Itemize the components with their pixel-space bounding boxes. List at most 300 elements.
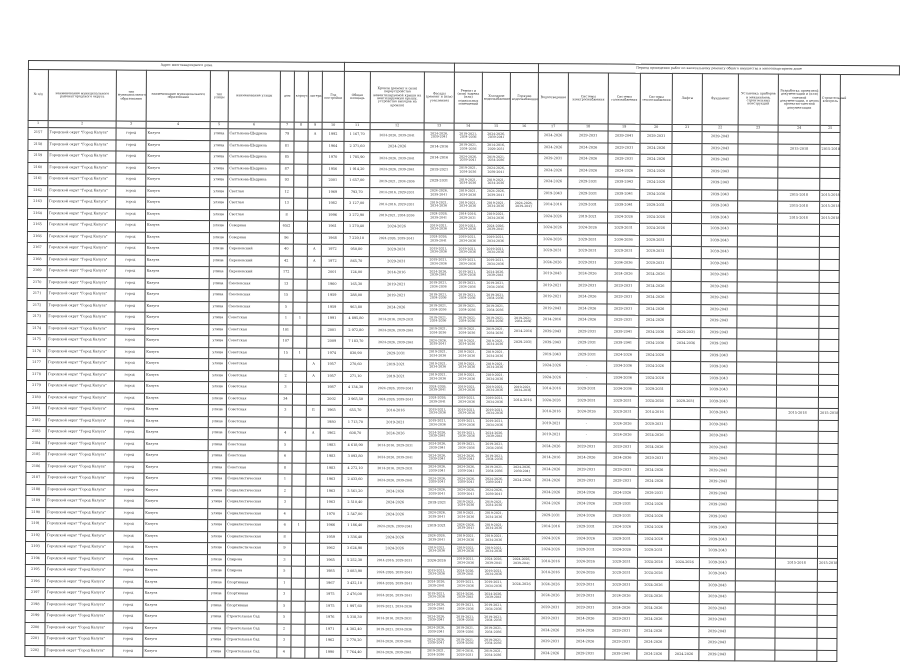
table-cell-c21 [669,603,699,615]
table-cell-c23 [735,580,775,592]
table-cell-district: Городской округ "Город Калуга" [48,128,116,140]
table-cell-c23 [736,396,776,408]
table-cell-house: 9 [277,543,291,555]
table-cell-litera [305,578,319,590]
table-cell-c20: 2029-2031 [639,235,671,247]
table-cell-c19: 2029-2031 [606,511,638,523]
table-cell-area: 4 302,40 [341,624,367,636]
table-cell-c17: 2024-2026 [535,648,565,660]
table-cell-c24 [776,443,818,455]
table-cell-c24 [775,604,817,616]
table-cell-c20: 2024-2026 [640,223,672,235]
table-cell-mname: Калуга [144,508,208,520]
table-cell-district: Городской округ "Город Калуга" [47,335,115,347]
table-cell-district: Городской округ "Город Калуга" [46,438,114,450]
table-cell-c14: 2024-2026, 2039-2041 [452,452,480,464]
table-cell-year: 1996 [322,210,344,222]
table-cell-c18: 2029-2031 [566,395,606,407]
table-cell-c17: 2039-2043 [537,338,567,350]
column-header: Разработка проектной документации и (или) сметной документации, в целях проектно-сметной документации [778,74,820,125]
table-cell-district: Городской округ "Город Калуга" [47,369,115,381]
table-cell-c19: 2029-2031 [606,396,638,408]
table-cell-c21: 2029-2031 [670,396,700,408]
table-cell-house: 65/2 [279,221,293,233]
table-cell-c17: 2024-2026 [536,441,566,453]
table-cell-area: 1 657,00 [344,175,370,187]
table-cell-litera [307,233,321,245]
table-cell-year: 1982 [322,198,344,210]
table-cell-year: 1957 [321,371,343,383]
table-cell-mname: Калуга [144,519,208,531]
table-cell-c25 [819,374,839,386]
table-cell-korpus [293,302,307,314]
table-cell-c21 [671,304,701,316]
column-number: 11 [344,122,370,129]
table-cell-district: Городской округ "Город Калуга" [48,174,116,186]
table-cell-c22: 2039-2043 [700,477,736,489]
table-cell-litera [305,624,319,636]
table-cell-litera [306,440,320,452]
table-cell-c18: 2029-2031 [567,234,607,246]
table-cell-stype: улица [208,520,226,532]
table-cell-c14: 2019-2021, 2034-2036 [453,257,481,269]
table-cell-c17: 2019-2043 [537,303,567,315]
table-cell-c20: 2024-2026 [637,603,669,615]
table-cell-mname: Калуга [146,151,210,163]
table-cell-c13: 2029-2031 [424,176,454,188]
table-cell-mtype: город [116,128,146,140]
table-cell-c13: 2019-2021, 2034-2036 [424,199,454,211]
column-header: Строительный контроль [820,74,840,125]
table-cell-mname: Калуга [145,312,209,324]
table-cell-area: 655,70 [342,405,368,417]
table-cell-c15: 2019-2021, 2034-2036 [480,498,508,510]
table-cell-c25 [817,615,837,627]
table-cell-korpus [293,336,307,348]
table-cell-c21 [670,511,700,523]
table-cell-c19: 2039-2041 [608,200,640,212]
table-cell-c24 [778,155,820,167]
table-cell-c16 [507,636,535,648]
table-cell-korpus [291,578,305,590]
table-cell-c25 [817,627,837,639]
table-cell-c14: 2024-2026, 2039-2041 [451,567,479,579]
table-cell-stype: улица [208,439,226,451]
table-cell-mname: Калуга [143,542,207,554]
table-cell-c22: 2039-2043 [702,212,738,224]
table-cell-c20: 2029-2031 [638,488,670,500]
table-cell-c17: 2024-2026 [535,579,565,591]
table-cell-c12: 2019-2021 [368,417,422,429]
table-cell-c23 [736,477,776,489]
table-cell-c13: 2019-2021, 2034-2036 [421,647,451,659]
table-cell-c21 [670,453,700,465]
table-cell-c23 [735,569,775,581]
table-cell-c12: 2024-2026, 2039-2041 [367,647,421,659]
table-cell-c24 [775,569,817,581]
table-cell-c24 [776,466,818,478]
table-cell-c19: 2029-2031 [605,626,637,638]
table-cell-c15: 2019-2021, 2034-2036 [481,291,509,303]
table-cell-c19: 2024-2026 [608,166,640,178]
table-cell-house: 8 [278,463,292,475]
table-cell-c21 [669,637,699,649]
table-cell-year: 1975 [319,601,341,613]
table-cell-c21 [669,568,699,580]
table-cell-c13: 2024-2026, 2039-2041 [423,383,453,395]
table-cell-street: Советская [227,347,279,359]
table-cell-c19: 2034-2036 [607,361,639,373]
table-cell-korpus [291,555,305,567]
table-cell-c19: 2029-2031 [608,143,640,155]
table-cell-c23 [736,534,776,546]
table-cell-c15: 2019-2021, 2034-2036 [479,636,507,648]
table-cell-c16: 2014-2016 [509,326,537,338]
table-cell-mtype: город [114,381,144,393]
table-cell-c12: 2014-2016, 2029-2031 [368,440,422,452]
table-cell-street: Советская [226,428,278,440]
table-cell-mname: Калуга [143,565,207,577]
table-cell-c14: 2019-2021, 2034-2036 [452,395,480,407]
capital-repair-table [24,60,900,662]
table-cell-c18: 2024-2026 [567,303,607,315]
table-cell-c15: 2019-2021, 2034-2036 [480,464,508,476]
table-cell-c16: 2024-2026, 2039-2041 [508,556,536,568]
table-cell-mtype: город [114,508,144,520]
column-header: наименование улицы [228,71,280,122]
table-cell-c15: 2019-2021, 2034-2036 [481,303,509,315]
table-cell-mname: Калуга [146,174,210,186]
table-cell-c21 [670,430,700,442]
table-cell-c16 [510,142,538,154]
table-cell-c12: 2029-2031 [369,245,423,257]
table-cell-street: Спирова [225,566,277,578]
table-cell-c25 [818,420,838,432]
table-cell-c20: 2024-2026 [638,499,670,511]
table-cell-c14: 2024-2026, 2039-2041 [454,153,482,165]
table-cell-c16 [507,613,535,625]
table-cell-c14: 2019-2021, 2034-2036 [452,441,480,453]
table-cell-c19: 2039-2041 [607,327,639,339]
table-cell-mtype: город [113,623,143,635]
table-cell-c18: 2029-2031 [567,349,607,361]
table-cell-mtype: город [113,577,143,589]
table-cell-korpus [293,325,307,337]
table-cell-c25 [817,604,837,616]
table-cell-house: 3 [277,635,291,647]
table-cell-house: 8 [278,532,292,544]
table-cell-litera: А [308,129,322,141]
table-cell-c18: 2029-2031 [568,131,608,143]
table-cell-mname: Калуга [144,381,208,393]
table-cell-street: Советская [226,451,278,463]
table-cell-litera [307,279,321,291]
table-cell-district: Городской округ "Город Калуга" [47,254,115,266]
table-cell-area: 3 561,20 [342,486,368,498]
table-cell-c12: 2024-2026, 2039-2041 [368,452,422,464]
table-cell-c15: 2019-2021, 2034-2036 [481,326,509,338]
table-cell-c18: 2029-2031 [567,246,607,258]
table-cell-district: Городской округ "Город Калуга" [46,461,114,473]
table-cell-c13: 2019-2021, 2034-2036 [423,256,453,268]
table-cell-c19: 2034-2036 [607,384,639,396]
table-cell-year: 1964 [322,141,344,153]
table-cell-area: 1 167,70 [344,129,370,141]
table-cell-c23 [737,270,777,282]
table-cell-district: Городской округ "Город Калуга" [46,507,114,519]
table-cell-house: 42 [279,256,293,268]
table-cell-c16 [510,153,538,165]
table-cell-c20: 2024-2026 [638,476,670,488]
column-header: Фундамент [702,74,738,125]
table-cell-mtype: город [114,485,144,497]
table-cell-c13: 2024-2026, 2039-2041 [424,130,454,142]
table-cell-street: Спортивная [225,589,277,601]
table-cell-c18: 2024-2026 [566,533,606,545]
table-cell-street: Светлая [228,198,280,210]
table-cell-mtype: город [116,140,146,152]
table-cell-street: Советская [227,324,279,336]
table-cell-c16 [509,268,537,280]
table-cell-c14: 2019-2021, 2034-2036 [453,372,481,384]
table-cell-year: 1990 [319,647,341,659]
table-cell-c17: 2024-2026 [537,234,567,246]
table-cell-c24 [778,132,820,144]
table-cell-c22: 2039-2043 [702,178,738,190]
table-cell-c12: 2014-2016, 2029-2031 [370,187,424,199]
table-cell-year: 1965 [320,405,342,417]
table-cell-c12: 2024-2026 [370,222,424,234]
table-cell-c14: 2019-2021, 2034-2036 [452,556,480,568]
table-cell-c22: 2039-2043 [702,132,738,144]
table-cell-house: 6 [278,520,292,532]
table-cell-c17: 2014-2016 [537,384,567,396]
column-number: 3 [116,121,146,128]
table-cell-c16 [509,245,537,257]
table-cell-c20: 2024-2026 [639,281,671,293]
table-cell-c24 [776,546,818,558]
table-cell-street: Сиреневский [227,255,279,267]
table-cell-c25 [818,535,838,547]
table-cell-c12: 2014-2016 [369,268,423,280]
table-cell-n: 2197 [25,587,45,599]
table-cell-litera: Б [306,405,320,417]
table-cell-c18: 2029-2031 [566,464,606,476]
table-cell-c13: 2024-2026, 2039-2041 [421,601,451,613]
table-cell-c15: 2019-2021, 2034-2036 [481,360,509,372]
table-cell-area: 950,80 [343,244,369,256]
table-cell-c14: 2019-2021, 2034-2036 [454,188,482,200]
table-cell-area: 3 127,00 [344,198,370,210]
column-header: тип улицы [210,71,228,122]
table-cell-c19: 2029-2031 [605,637,637,649]
table-cell-litera [307,313,321,325]
table-cell-c13: 2024-2026, 2039-2041 [422,475,452,487]
table-cell-c21 [671,281,701,293]
table-cell-year: 1962 [319,635,341,647]
table-cell-c15: 2024-2026, 2039-2041 [480,475,508,487]
header-group: Период проведения работ по капитальному ремонту общего имущества в многоквартирном доме [539,64,900,75]
table-cell-c23 [736,546,776,558]
table-cell-c21 [670,419,700,431]
table-cell-n: 2160 [28,162,48,174]
table-cell-c21 [670,476,700,488]
table-cell-litera [306,520,320,532]
table-cell-stype: улица [207,566,225,578]
table-cell-c15: 2024-2026, 2039-2041 [480,556,508,568]
table-cell-mtype: город [113,646,143,658]
table-cell-litera [308,198,322,210]
table-cell-area: 830,90 [343,348,369,360]
table-cell-c16 [509,360,537,372]
table-cell-c22: 2039-2043 [700,465,736,477]
table-cell-mtype: город [115,255,145,267]
column-number: 14 [454,123,482,130]
table-cell-c17: 2029-2031 [535,637,565,649]
table-cell-n: 2177 [27,357,47,369]
table-cell-c21 [669,591,699,603]
table-cell-korpus [291,647,305,659]
table-cell-mname: Калуга [145,301,209,313]
table-cell-c18: 2029-2031 [568,188,608,200]
table-cell-litera [306,451,320,463]
column-number: 9 [308,122,322,129]
table-cell-mtype: город [114,404,144,416]
table-cell-c19: 2029-2031 [605,580,637,592]
table-cell-house: 40 [279,244,293,256]
table-cell-stype: улица [208,428,226,440]
table-cell-c12: 2024-2026, 2039-2041 [368,475,422,487]
table-cell-c20: 2029-2031 [640,131,672,143]
table-cell-c24 [777,362,819,374]
table-cell-district: Городской округ "Город Калуга" [47,220,115,232]
table-cell-c12: 2024-2026 [370,141,424,153]
table-cell-c17: 2024-2026 [538,177,568,189]
table-cell-korpus [291,566,305,578]
table-cell-c16 [509,291,537,303]
table-cell-c23 [736,431,776,443]
table-cell-c24 [775,627,817,639]
table-cell-korpus [293,244,307,256]
table-cell-c24 [775,592,817,604]
table-cell-c18: 2029-2031 [567,338,607,350]
table-cell-c13: 2024-2026, 2039-2041 [421,613,451,625]
table-cell-c13: 2019-2021, 2034-2036 [423,348,453,360]
table-cell-house: 13 [279,279,293,291]
table-cell-area: 793,70 [344,187,370,199]
table-cell-c25 [817,592,837,604]
table-cell-c24 [777,282,819,294]
table-cell-n: 2170 [27,277,47,289]
table-cell-c25: 2015-2018 [820,213,840,225]
table-cell-c20: 2024-2026 [638,465,670,477]
table-cell-stype: улица [210,209,228,221]
table-cell-c24 [777,236,819,248]
table-cell-c12: 2024-2026, 2039-2041 [367,567,421,579]
table-cell-c17: 2019-2043 [538,188,568,200]
table-cell-c14: 2014-2016, 2029-2031 [451,648,479,660]
table-cell-c24 [776,512,818,524]
table-cell-c16 [508,521,536,533]
table-cell-n: 2189 [26,495,46,507]
table-cell-c21 [671,315,701,327]
table-cell-c19: 2024-2026 [606,488,638,500]
table-cell-c17: 2024-2026 [536,476,566,488]
table-cell-stype: улица [208,485,226,497]
table-cell-litera [305,612,319,624]
table-cell-c21 [670,465,700,477]
table-cell-c22: 2039-2043 [699,580,735,592]
table-cell-c14: 2019-2021, 2034-2036 [451,625,479,637]
table-cell-house: 4 [278,509,292,521]
table-cell-stype: улица [210,198,228,210]
table-cell-district: Городской округ "Город Калуга" [46,392,114,404]
table-cell-c21 [670,407,700,419]
table-cell-c20: 2029-2031 [640,200,672,212]
table-cell-district: Городской округ "Город Калуга" [48,139,116,151]
table-cell-stype: улица [210,186,228,198]
table-cell-c23 [738,189,778,201]
table-cell-korpus [292,382,306,394]
table-cell-c23 [738,224,778,236]
table-cell-area: 1 336,40 [342,532,368,544]
table-cell-year: 1975 [319,589,341,601]
table-cell-c21 [672,189,702,201]
table-cell-c16 [509,349,537,361]
column-number: 10 [322,122,344,129]
table-cell-c21 [671,350,701,362]
table-cell-c18: 2024-2026 [565,614,605,626]
table-cell-c19: 2029-2031 [608,223,640,235]
table-cell-house [278,417,292,429]
table-cell-c12: 2024-2026, 2039-2041 [370,164,424,176]
table-cell-mtype: город [115,220,145,232]
table-cell-c13: 2019-2021, 2034-2036 [423,371,453,383]
table-cell-c21 [670,442,700,454]
table-cell-n: 2173 [27,311,47,323]
table-cell-year: 1983 [320,440,342,452]
table-cell-korpus [291,635,305,647]
table-cell-c15: 2024-2026, 2039-2041 [482,222,510,234]
table-cell-c12: 2019-2021, 2034-2036 [367,601,421,613]
table-cell-district: Городской округ "Город Калуга" [46,519,114,531]
table-cell-c22: 2039-2043 [700,511,736,523]
table-cell-c15: 2019-2021, 2034-2036 [479,579,507,591]
table-cell-street: Сиреневский [227,244,279,256]
table-cell-c17: 2024-2026 [535,591,565,603]
table-cell-district: Городской округ "Город Калуга" [45,588,113,600]
table-cell-c25 [818,466,838,478]
table-cell-c15: 2024-2026, 2039-2041 [482,188,510,200]
table-cell-c18: 2029-2031 [566,545,606,557]
table-cell-mname: Калуга [143,588,207,600]
table-cell-c19: 2029-2031 [605,614,637,626]
table-cell-c22: 2039-2043 [701,235,737,247]
table-cell-c25 [819,362,839,374]
table-cell-n: 2178 [27,369,47,381]
column-number: 24 [778,125,820,132]
table-cell-mtype: город [115,301,145,313]
table-cell-c23 [737,293,777,305]
column-number: 23 [738,125,778,132]
table-cell-c24 [777,305,819,317]
table-cell-mname: Калуга [145,232,209,244]
table-cell-area: 1 785,90 [344,152,370,164]
table-cell-c18: 2024-2026 [566,510,606,522]
table-cell-c17: 2014-2016 [537,315,567,327]
table-cell-area: 2 476,00 [341,589,367,601]
table-cell-stype: улица [207,543,225,555]
